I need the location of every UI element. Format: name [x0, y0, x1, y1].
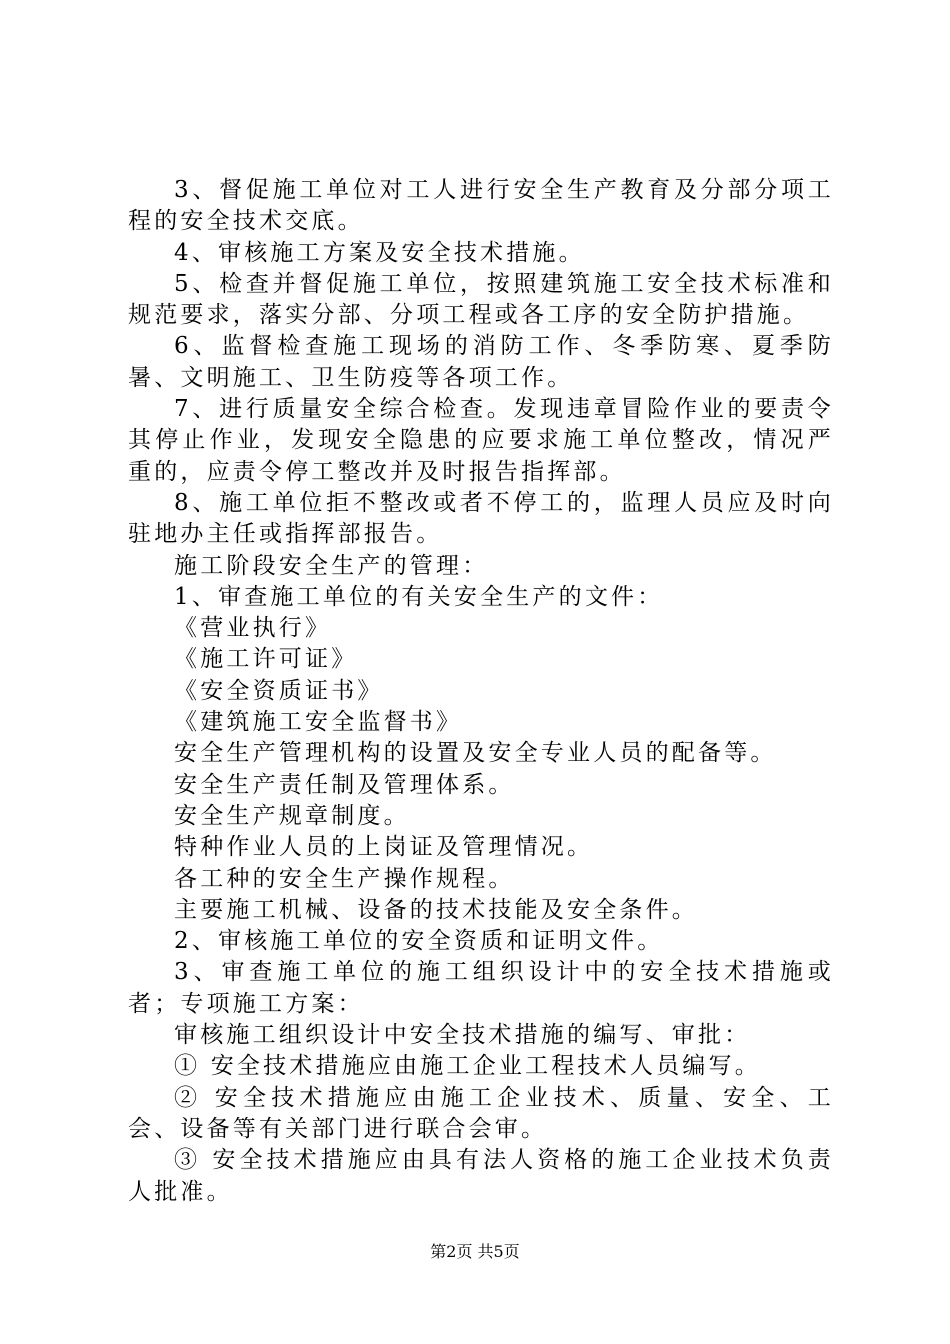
list-item-responsibility-system: 安全生产责任制及管理体系。 [174, 771, 515, 798]
document-title-construction-permit: 《施工许可证》 [174, 646, 358, 673]
list-item-circled-1: ① 安全技术措施应由施工企业工程技术人员编写。 [174, 1053, 761, 1080]
paragraph-item-6-supervise-site: 6、监督检查施工现场的消防工作、冬季防寒、夏季防暑、文明施工、卫生防疫等各项工作。 [128, 333, 834, 391]
list-item-operating-procedures: 各工种的安全生产操作规程。 [174, 865, 515, 892]
paragraph-review-qualifications: 2、审核施工单位的安全资质和证明文件。 [174, 928, 664, 955]
paragraph-item-3-supervise-education: 3、督促施工单位对工人进行安全生产教育及分部分项工程的安全技术交底。 [128, 177, 834, 235]
document-body [128, 175, 834, 1208]
list-item-special-operators: 特种作业人员的上岗证及管理情况。 [174, 834, 594, 861]
document-title-business-license: 《营业执行》 [174, 615, 332, 642]
paragraph-item-8-report: 8、施工单位拒不整改或者不停工的，监理人员应及时向驻地办主任或指挥部报告。 [128, 489, 834, 548]
list-item-circled-2: ② 安全技术措施应由施工企业技术、质量、安全、工会、设备等有关部门进行联合会审。 [128, 1084, 834, 1142]
paragraph-item-5-inspect-measures: 5、检查并督促施工单位，按照建筑施工安全技术标准和规范要求，落实分部、分项工程或各工序的安全防护措施。 [128, 270, 834, 329]
page-number-footer: 第2页 共5页 [430, 1242, 520, 1261]
paragraph-item-4-review-plan: 4、审核施工方案及安全技术措施。 [174, 239, 585, 266]
paragraph-review-writing-approval: 审核施工组织设计中安全技术措施的编写、审批： [174, 1022, 751, 1049]
section-heading-construction-phase: 施工阶段安全生产的管理： [174, 552, 489, 579]
list-item-circled-3: ③ 安全技术措施应由具有法人资格的施工企业技术负责人批准。 [128, 1147, 834, 1205]
document-title-safety-qualification: 《安全资质证书》 [174, 677, 384, 704]
paragraph-review-organization-design: 3、审查施工单位的施工组织设计中的安全技术措施或者；专项施工方案： [128, 959, 834, 1017]
list-item-safety-rules: 安全生产规章制度。 [174, 802, 410, 829]
document-title-safety-supervision: 《建筑施工安全监督书》 [174, 709, 463, 736]
paragraph-review-documents: 1、审查施工单位的有关安全生产的文件： [174, 583, 664, 610]
paragraph-item-7-quality-safety-check: 7、进行质量安全综合检查。发现违章冒险作业的要责令其停止作业，发现安全隐患的应要求施工单位整改，情况严重的，应责令停工整改并及时报告指挥部。 [128, 396, 834, 485]
list-item-management-organization: 安全生产管理机构的设置及安全专业人员的配备等。 [174, 740, 777, 767]
list-item-machinery-conditions: 主要施工机械、设备的技术技能及安全条件。 [174, 896, 698, 923]
